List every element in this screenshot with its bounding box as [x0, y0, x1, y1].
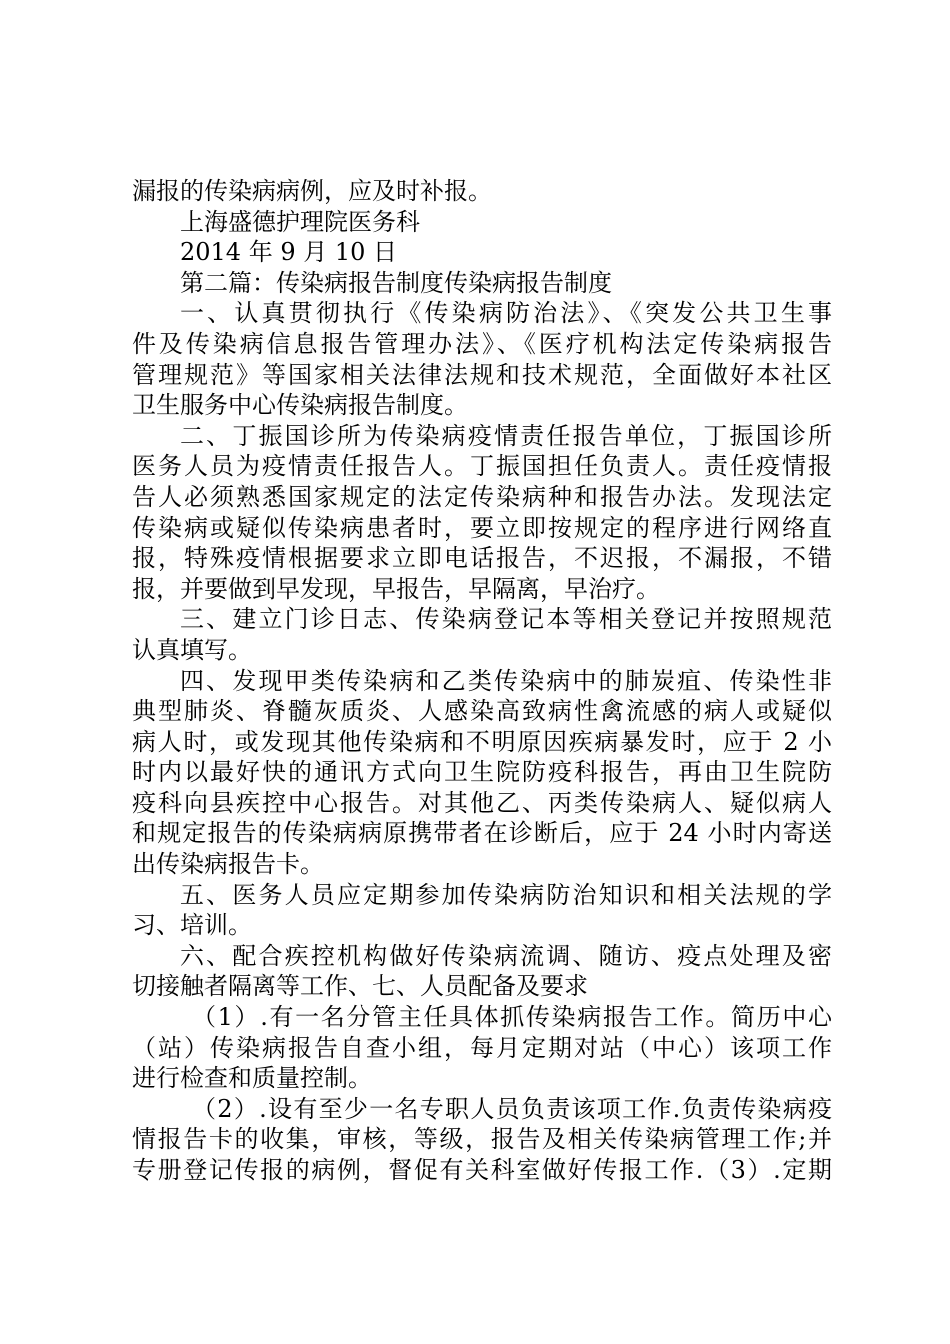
text-line: 五、医务人员应定期参加传染病防治知识和相关法规的学: [180, 880, 832, 909]
text-line: 传染病或疑似传染病患者时，要立即按规定的程序进行网络直: [132, 513, 832, 542]
text-line: 情报告卡的收集，审核，等级，报告及相关传染病管理工作;并: [132, 1125, 832, 1154]
text-line: 一、认真贯彻执行《传染病防治法》、《突发公共卫生事: [180, 299, 832, 328]
text-line: 专册登记传报的病例，督促有关科室做好传报工作.（3）.定期: [132, 1156, 832, 1184]
text-line: （2）.设有至少一名专职人员负责该项工作.负责传染病疫: [192, 1094, 832, 1123]
text-line: 上海盛德护理院医务科: [180, 207, 420, 236]
text-line: 和规定报告的传染病病原携带者在诊断后，应于 24 小时内寄送: [132, 819, 832, 848]
text-line: 报，并要做到早发现，早报告，早隔离，早治疗。: [132, 574, 660, 603]
text-line: 管理规范》等国家相关法律法规和技术规范，全面做好本社区: [132, 360, 832, 389]
text-line: 病人时，或发现其他传染病和不明原因疾病暴发时，应于 2 小: [132, 727, 832, 756]
text-line: 2014 年 9 月 10 日: [180, 238, 398, 267]
text-line: 漏报的传染病病例，应及时补报。: [132, 177, 492, 205]
text-line: 六、配合疾控机构做好传染病流调、随访、疫点处理及密: [180, 941, 832, 970]
document-body: [132, 176, 832, 1186]
text-line: 二、丁振国诊所为传染病疫情责任报告单位，丁振国诊所: [180, 421, 832, 450]
text-line: 认真填写。: [132, 635, 252, 664]
text-line: 时内以最好快的通讯方式向卫生院防疫科报告，再由卫生院防: [132, 758, 832, 787]
text-line: 报，特殊疫情根据要求立即电话报告，不迟报，不漏报，不错: [132, 544, 832, 573]
text-line: 疫科向县疾控中心报告。对其他乙、丙类传染病人、疑似病人: [132, 788, 832, 817]
text-line: 出传染病报告卡。: [132, 850, 324, 879]
text-line: 四、发现甲类传染病和乙类传染病中的肺炭疽、传染性非: [180, 666, 832, 695]
text-line: （站）传染病报告自查小组，每月定期对站（中心）该项工作: [132, 1033, 832, 1062]
text-line: 三、建立门诊日志、传染病登记本等相关登记并按照规范: [180, 605, 832, 634]
text-line: 典型肺炎、脊髓灰质炎、人感染高致病性禽流感的病人或疑似: [132, 697, 832, 726]
text-line: 卫生服务中心传染病报告制度。: [132, 391, 468, 420]
text-line: 件及传染病信息报告管理办法》、《医疗机构法定传染病报告: [132, 329, 832, 358]
text-line: 第二篇：传染病报告制度传染病报告制度: [180, 268, 612, 297]
text-line: 切接触者隔离等工作、七、人员配备及要求: [132, 972, 588, 1001]
text-line: 进行检查和质量控制。: [132, 1064, 372, 1093]
text-line: 习、培训。: [132, 911, 252, 940]
text-line: 告人必须熟悉国家规定的法定传染病种和报告办法。发现法定: [132, 482, 832, 511]
text-line: （1）.有一名分管主任具体抓传染病报告工作。简历中心: [192, 1003, 832, 1032]
text-line: 医务人员为疫情责任报告人。丁振国担任负责人。责任疫情报: [132, 452, 832, 481]
